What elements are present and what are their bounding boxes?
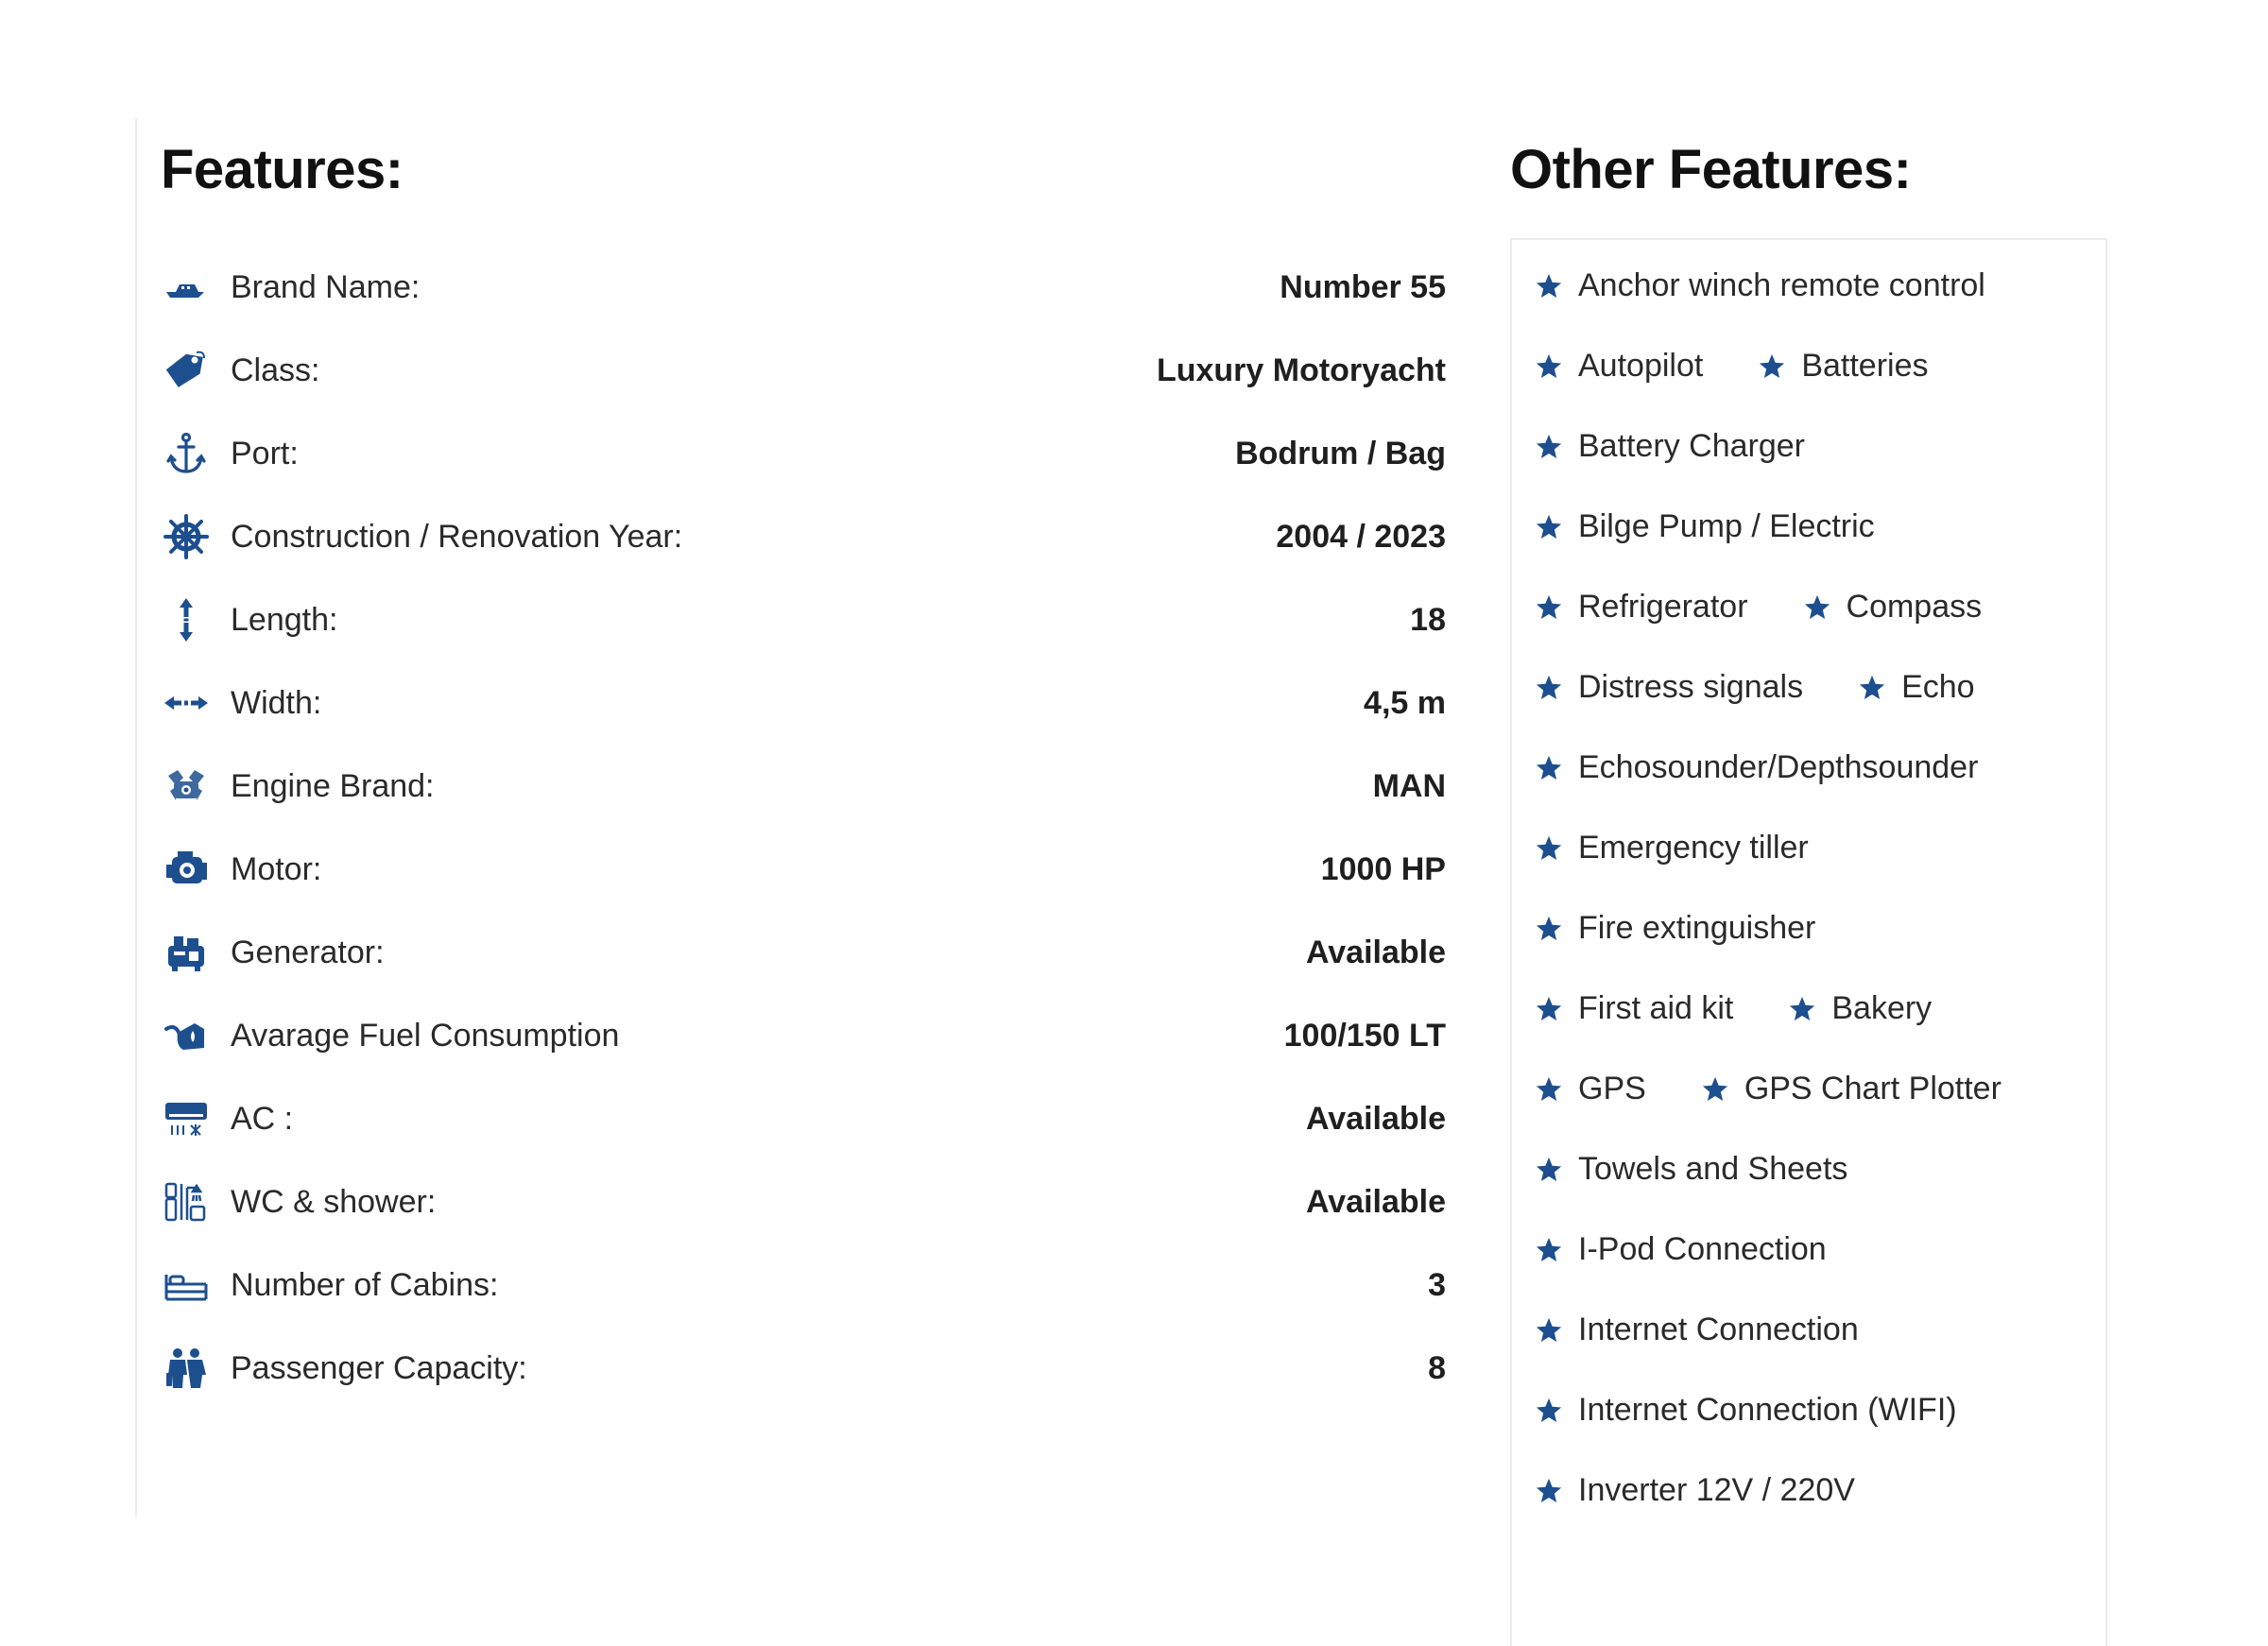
other-features-list xyxy=(1535,246,2102,1531)
star-icon xyxy=(1701,1075,1744,1104)
other-feature-item xyxy=(1788,990,1932,1027)
other-feature-item xyxy=(1535,267,1985,304)
other-feature-label: Inverter 12V / 220V xyxy=(1578,1472,1855,1508)
people-icon xyxy=(161,1343,212,1394)
other-feature-row xyxy=(1535,728,2102,808)
other-features-box xyxy=(1510,238,2107,1646)
other-feature-row xyxy=(1535,246,2102,326)
feature-label: Length: xyxy=(231,601,338,638)
other-feature-item xyxy=(1701,1071,2002,1107)
other-feature-row xyxy=(1535,567,2102,647)
other-feature-label: Internet Connection xyxy=(1578,1312,1859,1347)
feature-value: 100/150 LT xyxy=(1283,1017,1446,1054)
feature-value: 8 xyxy=(1428,1349,1446,1386)
horizontal-arrows-icon xyxy=(161,677,212,729)
other-feature-label: Echosounder/Depthsounder xyxy=(1578,749,1979,785)
other-feature-row xyxy=(1535,487,2102,567)
feature-value: Available xyxy=(1305,1100,1446,1137)
other-feature-row xyxy=(1535,1209,2102,1290)
feature-row xyxy=(161,828,1446,911)
star-icon xyxy=(1535,915,1578,943)
feature-value: 18 xyxy=(1410,601,1446,638)
other-feature-item xyxy=(1535,990,1733,1027)
other-feature-item xyxy=(1535,749,1978,786)
other-feature-item xyxy=(1535,669,1803,706)
other-feature-row xyxy=(1535,1450,2102,1531)
other-feature-item xyxy=(1858,669,1975,706)
other-feature-label: Battery Charger xyxy=(1578,428,1805,464)
other-feature-item xyxy=(1535,1151,1847,1188)
generator-icon xyxy=(161,927,212,978)
anchor-icon xyxy=(161,428,212,479)
star-icon xyxy=(1788,995,1831,1023)
other-feature-label: Internet Connection (WIFI) xyxy=(1578,1392,1957,1428)
tag-icon xyxy=(161,345,212,396)
other-feature-item xyxy=(1535,508,1875,545)
motor-icon xyxy=(161,844,212,895)
feature-row xyxy=(161,1160,1446,1243)
air-conditioner-icon xyxy=(161,1093,212,1144)
feature-row xyxy=(161,994,1446,1077)
other-feature-label: Autopilot xyxy=(1578,348,1704,384)
other-feature-label: Emergency tiller xyxy=(1578,830,1809,866)
feature-label: Construction / Renovation Year: xyxy=(231,518,683,555)
star-icon xyxy=(1535,754,1578,782)
other-feature-item xyxy=(1535,830,1809,866)
feature-label: Avarage Fuel Consumption xyxy=(231,1017,620,1054)
star-icon xyxy=(1535,272,1578,300)
other-feature-label: Refrigerator xyxy=(1578,589,1748,625)
other-feature-item xyxy=(1535,589,1748,626)
fuel-icon xyxy=(161,1010,212,1061)
feature-value: MAN xyxy=(1372,767,1446,804)
other-feature-item xyxy=(1535,1231,1827,1268)
other-feature-label: I-Pod Connection xyxy=(1578,1231,1827,1267)
other-feature-row xyxy=(1535,647,2102,728)
other-features-title: Other Features: xyxy=(1510,139,1912,200)
features-section xyxy=(161,132,1446,1386)
feature-value: Bodrum / Bag xyxy=(1235,435,1446,472)
other-feature-label: Fire extinguisher xyxy=(1578,910,1816,946)
star-icon xyxy=(1535,1236,1578,1264)
other-feature-label: Bilge Pump / Electric xyxy=(1578,508,1875,544)
star-icon xyxy=(1535,433,1578,461)
shower-icon xyxy=(161,1176,212,1227)
other-feature-item xyxy=(1535,1392,1957,1429)
left-divider xyxy=(135,118,137,1517)
other-feature-item xyxy=(1535,1071,1646,1107)
other-feature-item xyxy=(1535,1312,1859,1348)
star-icon xyxy=(1535,593,1578,622)
feature-label: Port: xyxy=(231,435,299,472)
feature-label: Number of Cabins: xyxy=(231,1266,499,1303)
feature-value: 1000 HP xyxy=(1320,850,1446,887)
feature-row xyxy=(161,578,1446,661)
star-icon xyxy=(1535,1397,1578,1425)
feature-row xyxy=(161,911,1446,994)
star-icon xyxy=(1535,995,1578,1023)
feature-value: Luxury Motoryacht xyxy=(1156,351,1446,388)
other-features-section xyxy=(1510,132,2115,1508)
other-feature-label: Compass xyxy=(1846,589,1983,625)
other-feature-row xyxy=(1535,808,2102,888)
boat-icon xyxy=(161,262,212,313)
star-icon xyxy=(1803,593,1847,622)
feature-label: Generator: xyxy=(231,934,385,970)
feature-value: 4,5 m xyxy=(1364,684,1446,721)
other-feature-item xyxy=(1535,428,1805,465)
feature-value: Number 55 xyxy=(1280,268,1446,305)
star-icon xyxy=(1535,513,1578,541)
feature-row xyxy=(161,661,1446,745)
feature-row xyxy=(161,745,1446,828)
other-feature-item xyxy=(1535,348,1703,385)
feature-label: Passenger Capacity: xyxy=(231,1349,527,1386)
star-icon xyxy=(1535,834,1578,863)
star-icon xyxy=(1535,1316,1578,1345)
other-feature-label: Bakery xyxy=(1831,990,1933,1026)
other-feature-label: GPS Chart Plotter xyxy=(1744,1071,2002,1106)
other-feature-item xyxy=(1535,1472,1855,1509)
feature-value: Available xyxy=(1305,934,1446,970)
features-title: Features: xyxy=(161,139,404,200)
other-feature-label: Batteries xyxy=(1801,348,1929,384)
feature-row xyxy=(161,1243,1446,1327)
star-icon xyxy=(1535,674,1578,702)
features-list xyxy=(161,246,1446,1410)
feature-value: 2004 / 2023 xyxy=(1276,518,1446,555)
star-icon xyxy=(1858,674,1901,702)
other-feature-label: Anchor winch remote control xyxy=(1578,267,1985,303)
feature-label: Width: xyxy=(231,684,322,721)
star-icon xyxy=(1535,1156,1578,1184)
other-feature-item xyxy=(1803,589,1983,626)
other-feature-label: First aid kit xyxy=(1578,990,1734,1026)
other-feature-label: GPS xyxy=(1578,1071,1646,1106)
vertical-arrows-icon xyxy=(161,594,212,645)
other-feature-row xyxy=(1535,326,2102,406)
feature-label: Motor: xyxy=(231,850,322,887)
star-icon xyxy=(1535,1477,1578,1505)
feature-value: 3 xyxy=(1428,1266,1446,1303)
bed-icon xyxy=(161,1260,212,1311)
feature-label: WC & shower: xyxy=(231,1183,437,1220)
other-feature-label: Echo xyxy=(1901,669,1975,705)
feature-row xyxy=(161,495,1446,578)
feature-row xyxy=(161,1077,1446,1160)
feature-label: Brand Name: xyxy=(231,268,421,305)
feature-value: Available xyxy=(1305,1183,1446,1220)
other-feature-row xyxy=(1535,1049,2102,1129)
other-feature-row xyxy=(1535,406,2102,487)
other-feature-row xyxy=(1535,888,2102,969)
star-icon xyxy=(1535,352,1578,381)
feature-label: Class: xyxy=(231,351,320,388)
other-feature-item xyxy=(1758,348,1928,385)
other-feature-row xyxy=(1535,969,2102,1049)
feature-row xyxy=(161,246,1446,329)
other-feature-row xyxy=(1535,1129,2102,1209)
star-icon xyxy=(1535,1075,1578,1104)
other-feature-label: Distress signals xyxy=(1578,669,1804,705)
feature-row xyxy=(161,412,1446,495)
engine-icon xyxy=(161,761,212,812)
other-feature-label: Towels and Sheets xyxy=(1578,1151,1848,1187)
star-icon xyxy=(1758,352,1801,381)
other-feature-item xyxy=(1535,910,1815,947)
other-feature-row xyxy=(1535,1290,2102,1370)
feature-label: AC : xyxy=(231,1100,294,1137)
feature-label: Engine Brand: xyxy=(231,767,435,804)
feature-row xyxy=(161,1327,1446,1410)
feature-row xyxy=(161,329,1446,412)
other-feature-row xyxy=(1535,1370,2102,1450)
ship-wheel-icon xyxy=(161,511,212,562)
